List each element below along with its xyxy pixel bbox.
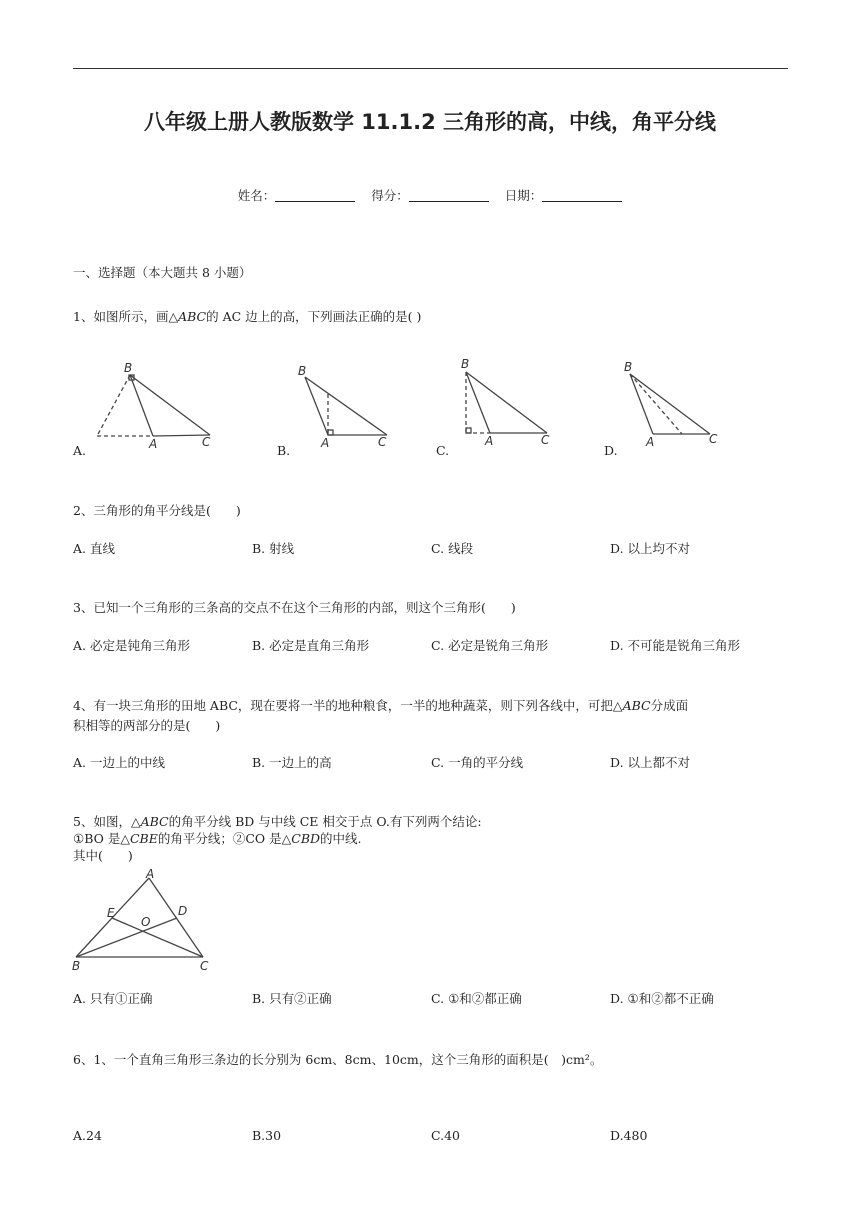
q4-options [73, 753, 788, 771]
q6-option-c[interactable]: C.40 [431, 1128, 460, 1143]
q4-option-a[interactable]: A. 一边上的中线 [73, 755, 165, 770]
q5-figure [66, 866, 226, 976]
q4-option-d[interactable]: D. 以上都不对 [610, 755, 691, 770]
q3-option-a[interactable]: A. 必定是钝角三角形 [73, 638, 190, 653]
fig-b-label-c: C [378, 435, 387, 449]
q2-option-c[interactable]: C. 线段 [431, 541, 474, 556]
name-label: 姓名： [237, 188, 276, 203]
q1-option-d[interactable]: D. [604, 443, 618, 458]
q6-option-d[interactable]: D.480 [610, 1128, 648, 1143]
q4-option-b[interactable]: B. 一边上的高 [252, 755, 332, 770]
question-4: 4、有一块三角形的田地 ABC，现在要将一半的地种粮食，一半的地种蔬菜，则下列各线中，可把△ABC分成面 积相等的两部分的是( ) [73, 698, 689, 733]
q1-option-a[interactable]: A. [73, 443, 87, 458]
header-rule [73, 68, 788, 69]
name-blank[interactable] [275, 189, 355, 202]
q1-figures [0, 350, 860, 460]
fig-d-label-b: B [624, 360, 633, 374]
q5-label-o: O [141, 915, 151, 929]
q5-label-e: E [107, 906, 115, 920]
date-label: 日期： [504, 188, 543, 203]
q6-option-b[interactable]: B.30 [252, 1128, 282, 1143]
q3-options [73, 636, 788, 654]
q3-option-b[interactable]: B. 必定是直角三角形 [252, 638, 370, 653]
q1-option-c[interactable]: C. [436, 443, 450, 458]
fig-a-label-c: C [202, 435, 211, 449]
score-label: 得分： [371, 188, 409, 203]
fig-c-label-b: B [461, 357, 470, 371]
q5-label-d: D [178, 904, 188, 918]
fig-d-label-c: C [709, 432, 718, 446]
q5-options [73, 989, 788, 1007]
question-2: 2、三角形的角平分线是( ) [73, 503, 241, 518]
fig-a-label-a: A [149, 437, 158, 451]
q2-option-a[interactable]: A. 直线 [73, 541, 115, 556]
q5-option-b[interactable]: B. 只有②正确 [252, 991, 332, 1006]
q5-label-a: A [146, 867, 155, 881]
section-heading: 一、选择题（本大题共 8 小题） [73, 265, 252, 280]
question-6: 6、1、一个直角三角形三条边的长分别为 6cm、8cm、10cm，这个三角形的面积是( )cm²。 [73, 1052, 603, 1067]
figure-b [305, 377, 387, 435]
figure-c [466, 372, 547, 433]
page-title: 八年级上册人教版数学 11.1.2 三角形的高，中线，角平分线 [143, 110, 717, 134]
fig-b-label-b: B [298, 364, 307, 378]
q3-option-d[interactable]: D. 不可能是锐角三角形 [610, 638, 741, 653]
question-1: 1、如图所示，画△ABC的 AC 边上的高，下列画法正确的是( ) [73, 309, 422, 324]
question-5: 5、如图，△ABC的角平分线 BD 与中线 CE 相交于点 O.有下列两个结论: ①BO 是△CBE的角平分线；②CO 是△CBD的中线. 其中( ) [73, 814, 482, 863]
fig-d-label-a: A [646, 435, 655, 449]
fig-c-label-a: A [485, 434, 494, 448]
fig-b-label-a: A [321, 436, 330, 450]
q3-option-c[interactable]: C. 必定是锐角三角形 [431, 638, 549, 653]
question-3: 3、已知一个三角形的三条高的交点不在这个三角形的内部，则这个三角形( ) [73, 600, 516, 615]
q2-options [73, 539, 788, 557]
q5-option-c[interactable]: C. ①和②都正确 [431, 991, 522, 1006]
q1-option-b[interactable]: B. [277, 443, 291, 458]
q6-option-a[interactable]: A.24 [73, 1128, 102, 1143]
date-blank[interactable] [542, 189, 622, 202]
q5-option-d[interactable]: D. ①和②都不正确 [610, 991, 714, 1006]
q5-option-a[interactable]: A. 只有①正确 [73, 991, 153, 1006]
figure-d [630, 374, 710, 434]
fig-a-label-b: B [124, 361, 133, 375]
fig-c-label-c: C [541, 433, 550, 447]
q5-label-c: C [200, 959, 209, 973]
q5-label-b: B [72, 959, 81, 973]
figure-a [97, 375, 210, 436]
q6-options [73, 1128, 788, 1146]
student-info [0, 186, 860, 204]
q2-option-d[interactable]: D. 以上均不对 [610, 541, 691, 556]
q2-option-b[interactable]: B. 射线 [252, 541, 295, 556]
q4-option-c[interactable]: C. 一角的平分线 [431, 755, 524, 770]
score-blank[interactable] [409, 189, 489, 202]
